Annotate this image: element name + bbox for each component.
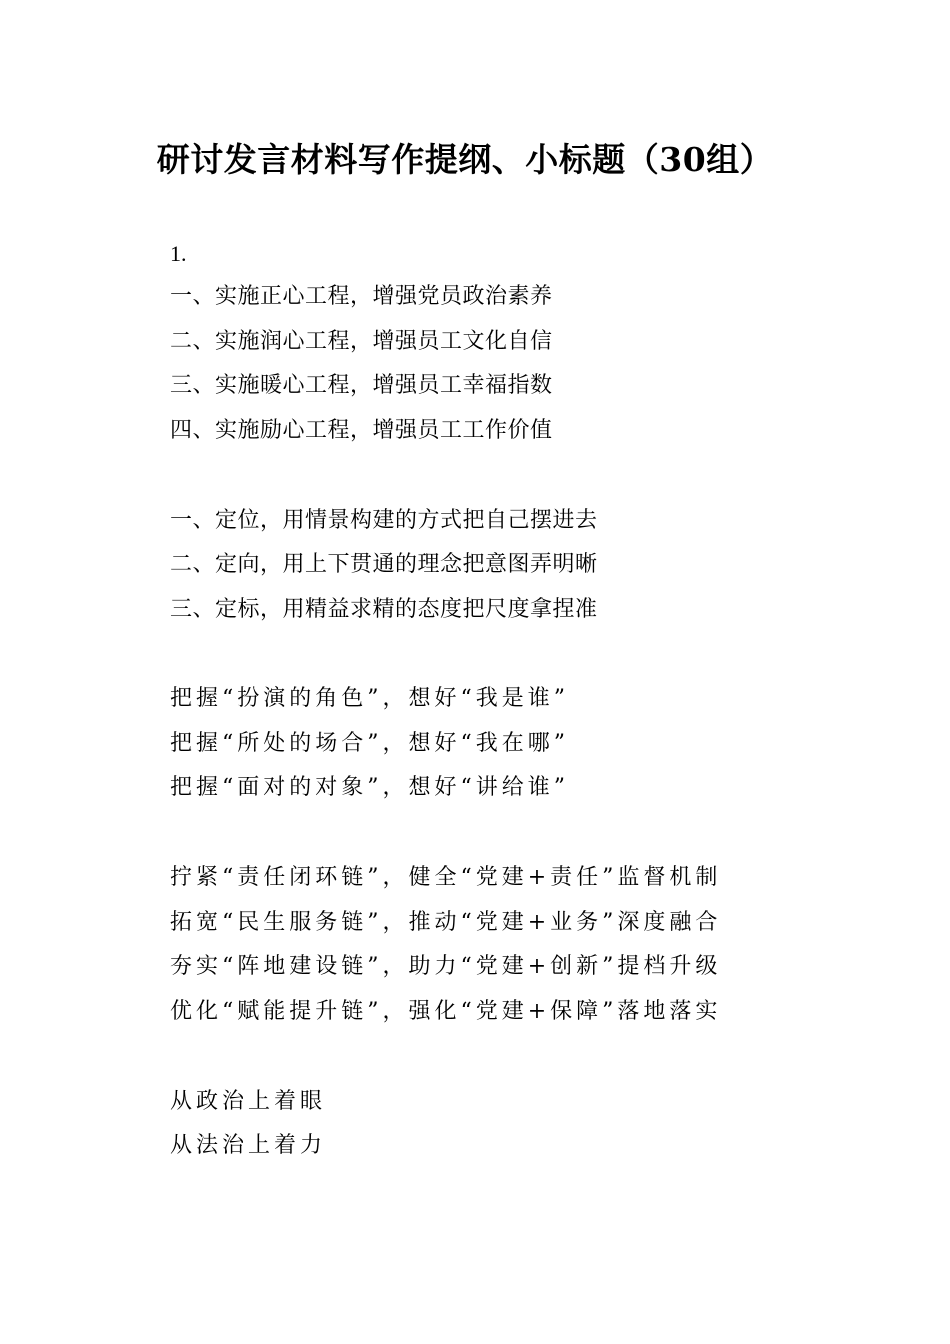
group-5-item-2: 从法治上着力	[170, 1133, 327, 1158]
group-1-number: 1.	[170, 241, 187, 266]
group-2-item-3: 三、定标，用精益求精的态度把尺度拿捏准	[170, 597, 598, 622]
group-4-item-3: 夯实“阵地建设链”，助力“党建+创新”提档升级	[170, 954, 722, 979]
group-1-item-3: 三、实施暖心工程，增强员工幸福指数	[170, 373, 553, 398]
group-1-item-1: 一、实施正心工程，增强党员政治素养	[170, 284, 553, 309]
group-3-item-1: 把握“扮演的角色”，想好“我是谁”	[170, 686, 569, 711]
document-title: 研讨发言材料写作提纲、小标题（30组）	[156, 140, 774, 179]
group-4-item-4: 优化“赋能提升链”，强化“党建+保障”落地落实	[170, 999, 722, 1024]
group-4-item-1: 拧紧“责任闭环链”，健全“党建+责任”监督机制	[170, 865, 722, 890]
group-1-item-4: 四、实施励心工程，增强员工工作价值	[170, 418, 553, 443]
group-4-item-2: 拓宽“民生服务链”，推动“党建+业务”深度融合	[170, 910, 722, 935]
group-5-item-1: 从政治上着眼	[170, 1089, 327, 1114]
group-2-item-2: 二、定向，用上下贯通的理念把意图弄明晰	[170, 552, 598, 577]
group-2-item-1: 一、定位，用情景构建的方式把自己摆进去	[170, 508, 598, 533]
group-3-item-2: 把握“所处的场合”，想好“我在哪”	[170, 731, 569, 756]
group-1-item-2: 二、实施润心工程，增强员工文化自信	[170, 329, 553, 354]
group-3-item-3: 把握“面对的对象”，想好“讲给谁”	[170, 775, 569, 800]
